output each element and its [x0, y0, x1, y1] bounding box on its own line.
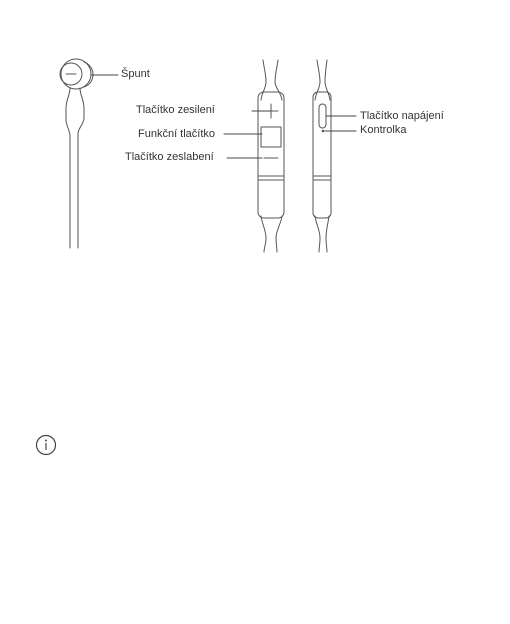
label-indicator-light: Kontrolka [360, 124, 407, 136]
remote-front-drawing [258, 60, 284, 252]
label-power-button: Tlačítko napájení [360, 110, 444, 122]
label-earbud-tip: Špunt [121, 68, 150, 80]
label-volume-down-button: Tlačítko zeslabení [125, 151, 214, 163]
label-function-button: Funkční tlačítko [138, 128, 216, 140]
earbud-drawing [60, 59, 93, 248]
leader-lines [91, 75, 356, 158]
info-icon [35, 434, 57, 456]
label-volume-up-button: Tlačítko zesilení [136, 104, 215, 116]
remote-side-drawing [313, 60, 331, 252]
indicator-dot [322, 130, 325, 133]
